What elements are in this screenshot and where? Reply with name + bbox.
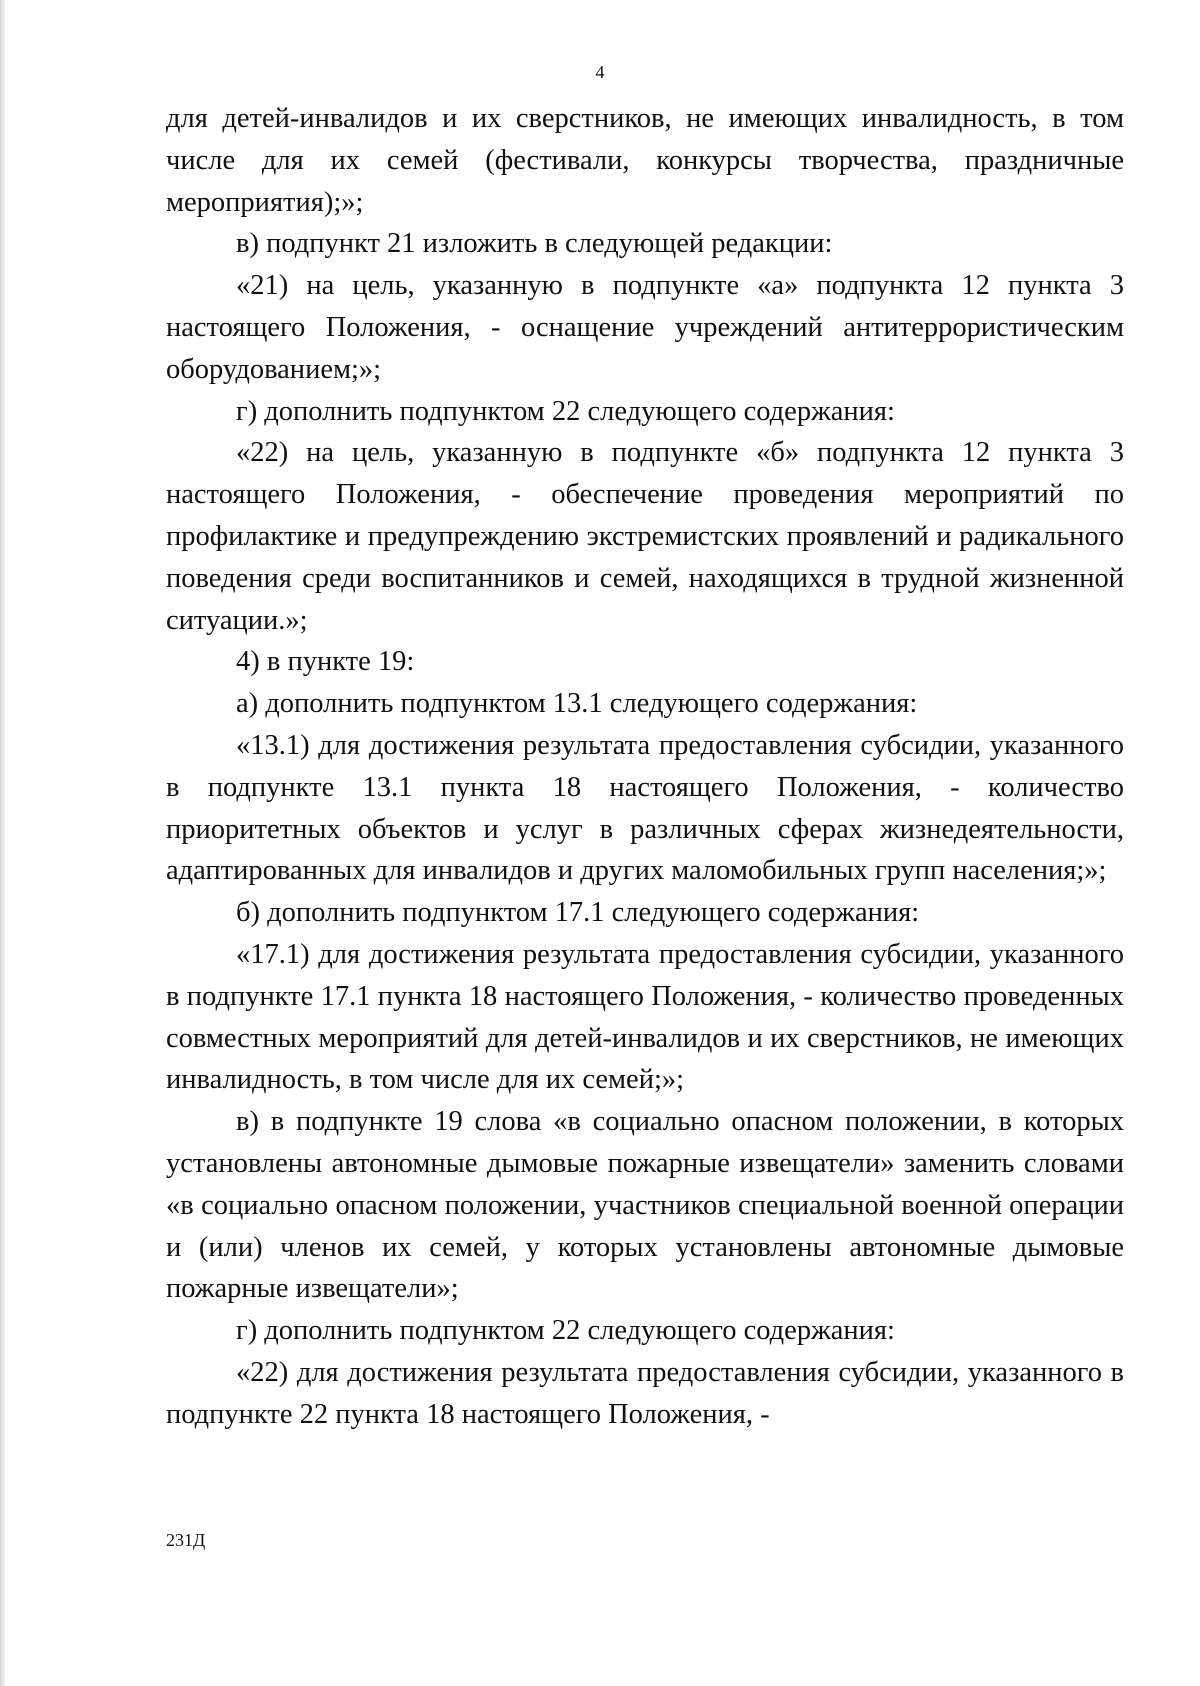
document-code: 231Д: [166, 1530, 206, 1550]
paragraph: «21) на цель, указанную в подпункте «а» подпункта 12 пункта 3 настоящего Положения, - оснащение учреждений антитеррористическим оборудованием;»;: [166, 270, 1124, 385]
paragraph: в) в подпункте 19 слова «в социально опасном положении, в которых установлены автономные дымовые пожарные извещатели» заменить словами «в социально опасном положении, участников специальной военной операции и (или) членов их семей, у которых установлены автономные дымовые пожарные извещатели»;: [166, 1106, 1124, 1305]
page-number: 4: [595, 62, 605, 82]
paragraph: «13.1) для достижения результата предоставления субсидии, указанного в подпункте 13.1 пункта 18 настоящего Положения, - количество приоритетных объектов и услуг в различных сферах жизнедеятельности, адаптированных для инвалидов и других маломобильных групп населения;»;: [166, 729, 1124, 887]
paragraph: 4) в пункте 19:: [236, 646, 415, 678]
paragraph: для детей-инвалидов и их сверстников, не имеющих инвалидность, в том числе для их семей (фестивали, конкурсы творчества, праздничные мероприятия);»;: [166, 103, 1124, 218]
paragraph: «17.1) для достижения результата предоставления субсидии, указанного в подпункте 17.1 пункта 18 настоящего Положения, - количество проведенных совместных мероприятий для детей-инвалидов и их сверстников, не имеющих инвалидность, в том числе для их семей;»;: [166, 938, 1124, 1096]
paragraph: «22) для достижения результата предоставления субсидии, указанного в подпункте 22 пункта 18 настоящего Положения, -: [166, 1356, 1124, 1430]
paragraph: г) дополнить подпунктом 22 следующего содержания:: [236, 1315, 895, 1347]
paragraph: «22) на цель, указанную в подпункте «б» подпункта 12 пункта 3 настоящего Положения, - обеспечение проведения мероприятий по профилактике и предупреждению экстремистских проявлений и радикального поведения среди воспитанников и семей, находящихся в трудной жизненной ситуации.»;: [166, 437, 1124, 636]
scan-edge: [0, 0, 5, 1686]
paragraph: а) дополнить подпунктом 13.1 следующего содержания:: [236, 688, 918, 720]
paragraph: г) дополнить подпунктом 22 следующего содержания:: [236, 395, 895, 427]
paragraph: б) дополнить подпунктом 17.1 следующего содержания:: [236, 897, 920, 929]
document-body: [166, 98, 1124, 1436]
paragraph: в) подпункт 21 изложить в следующей редакции:: [236, 228, 833, 260]
